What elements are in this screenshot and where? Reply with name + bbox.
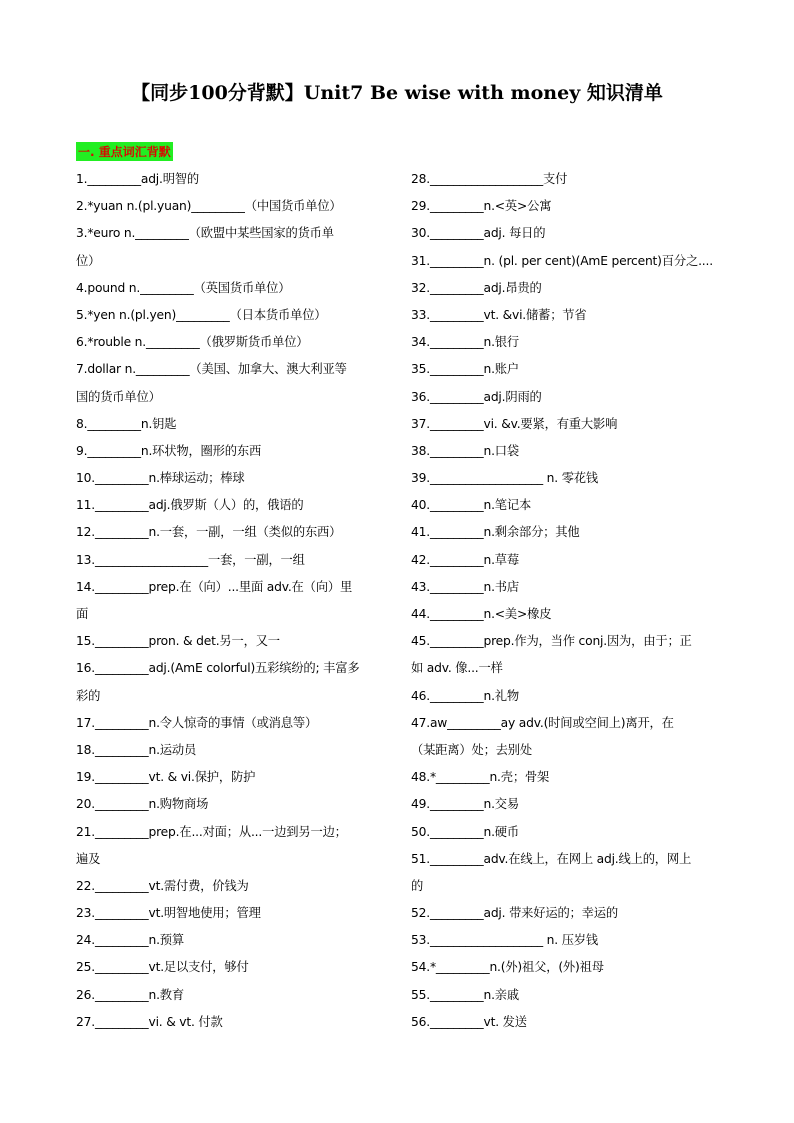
vocab-line: 3.*euro n._________（欧盟中某些国家的货币单	[76, 226, 334, 241]
vocab-line: 30._________adj. 每日的	[411, 226, 546, 241]
vocab-line: 2.*yuan n.(pl.yuan)_________（中国货币单位）	[76, 199, 342, 214]
left-column	[76, 166, 388, 1036]
vocab-line: 34._________n.银行	[411, 335, 519, 350]
vocab-line: 20._________n.购物商场	[76, 797, 209, 812]
vocab-line: 12._________n.一套，一副，一组（类似的东西）	[76, 525, 342, 540]
vocab-line: 41._________n.剩余部分；其他	[411, 525, 580, 540]
vocab-line: 46._________n.礼物	[411, 688, 519, 703]
vocab-line: 彩的	[76, 688, 101, 703]
vocab-line: （某距离）处；去别处	[411, 742, 532, 757]
vocab-line: 5.*yen n.(pl.yen)_________（日本货币单位）	[76, 307, 327, 322]
vocab-line: 40._________n.笔记本	[411, 498, 532, 513]
vocab-line: 10._________n.棒球运动；棒球	[76, 471, 245, 486]
vocab-line: 8._________n.钥匙	[76, 416, 177, 431]
vocab-line: 29._________n.<英>公寓	[411, 199, 552, 214]
vocab-line: 47.aw_________ay adv.(时间或空间上)离开，在	[411, 715, 674, 730]
vocab-line: 13.___________________一套，一副，一组	[76, 552, 305, 567]
vocab-line: 如 adv. 像...一样	[411, 661, 503, 676]
vocab-line: 11._________adj.俄罗斯（人）的，俄语的	[76, 498, 304, 513]
vocab-line: 19._________vt. & vi.保护，防护	[76, 770, 256, 785]
vocab-line: 33._________vt. &vi.储蓄；节省	[411, 307, 587, 322]
vocab-line: 32._________adj.昂贵的	[411, 280, 542, 295]
vocab-line: 15._________pron. & det.另一，又一	[76, 634, 280, 649]
vocab-line: 56._________vt. 发送	[411, 1014, 527, 1029]
vocab-line: 43._________n.书店	[411, 579, 519, 594]
vocab-line: 遍及	[76, 851, 101, 866]
vocab-line: 18._________n.运动员	[76, 742, 197, 757]
vocab-line: 7.dollar n._________（美国、加拿大、澳大利亚等	[76, 362, 347, 377]
vocab-line: 位）	[76, 253, 101, 268]
vocab-line: 49._________n.交易	[411, 797, 519, 812]
vocab-line: 16._________adj.(AmE colorful)五彩缤纷的; 丰富多	[76, 661, 360, 676]
vocab-line: 39.___________________ n. 零花钱	[411, 471, 598, 486]
vocab-line: 9._________n.环状物，圈形的东西	[76, 443, 262, 458]
vocab-line: 6.*rouble n._________（俄罗斯货币单位）	[76, 335, 309, 350]
vocab-line: 23._________vt.明智地使用；管理	[76, 906, 261, 921]
vocab-line: 53.___________________ n. 压岁钱	[411, 933, 598, 948]
vocab-line: 54.*_________n.(外)祖父，(外)祖母	[411, 960, 604, 975]
vocab-line: 17._________n.令人惊奇的事情（或消息等）	[76, 715, 318, 730]
vocab-line: 37._________vi. &v.要紧，有重大影响	[411, 416, 618, 431]
vocab-line: 1._________adj.明智的	[76, 172, 200, 186]
vocab-line: 的	[411, 878, 424, 893]
vocab-line: 21._________prep.在...对面；从...一边到另一边；	[76, 824, 347, 839]
right-column	[411, 166, 723, 1036]
vocab-line: 14._________prep.在（向）...里面 adv.在（向）里	[76, 579, 353, 594]
vocab-line: 27._________vi. & vt. 付款	[76, 1014, 223, 1029]
vocab-line: 42._________n.草莓	[411, 552, 519, 567]
vocab-line: 52._________adj. 带来好运的；幸运的	[411, 906, 618, 921]
vocab-line: 22._________vt.需付费，价钱为	[76, 878, 249, 893]
vocab-line: 4.pound n._________（英国货币单位）	[76, 280, 291, 295]
vocab-line: 36._________adj.阴雨的	[411, 389, 542, 404]
vocab-line: 31._________n. (pl. per cent)(AmE percent)百分之....	[411, 253, 713, 268]
vocab-line: 45._________prep.作为，当作 conj.因为，由于；正	[411, 634, 692, 649]
vocab-line: 25._________vt.足以支付，够付	[76, 960, 249, 975]
vocab-line: 38._________n.口袋	[411, 443, 519, 458]
vocab-line: 28.___________________支付	[411, 172, 568, 186]
vocab-line: 44._________n.<美>橡皮	[411, 607, 552, 621]
vocab-line: 面	[76, 607, 89, 621]
page-title: 【同步100分背默】Unit7 Be wise with money 知识清单	[131, 82, 663, 104]
vocab-line: 35._________n.账户	[411, 362, 519, 377]
vocab-line: 50._________n.硬币	[411, 824, 519, 839]
vocab-line: 55._________n.亲戚	[411, 987, 519, 1002]
vocab-line: 26._________n.教育	[76, 987, 184, 1002]
section-heading: 一. 重点词汇背默	[76, 142, 173, 161]
vocab-line: 国的货币单位）	[76, 389, 161, 404]
vocab-line: 24._________n.预算	[76, 933, 184, 948]
vocab-line: 51._________adv.在线上，在网上 adj.线上的，网上	[411, 851, 692, 866]
vocab-line: 48.*_________n.壳；骨架	[411, 770, 550, 785]
